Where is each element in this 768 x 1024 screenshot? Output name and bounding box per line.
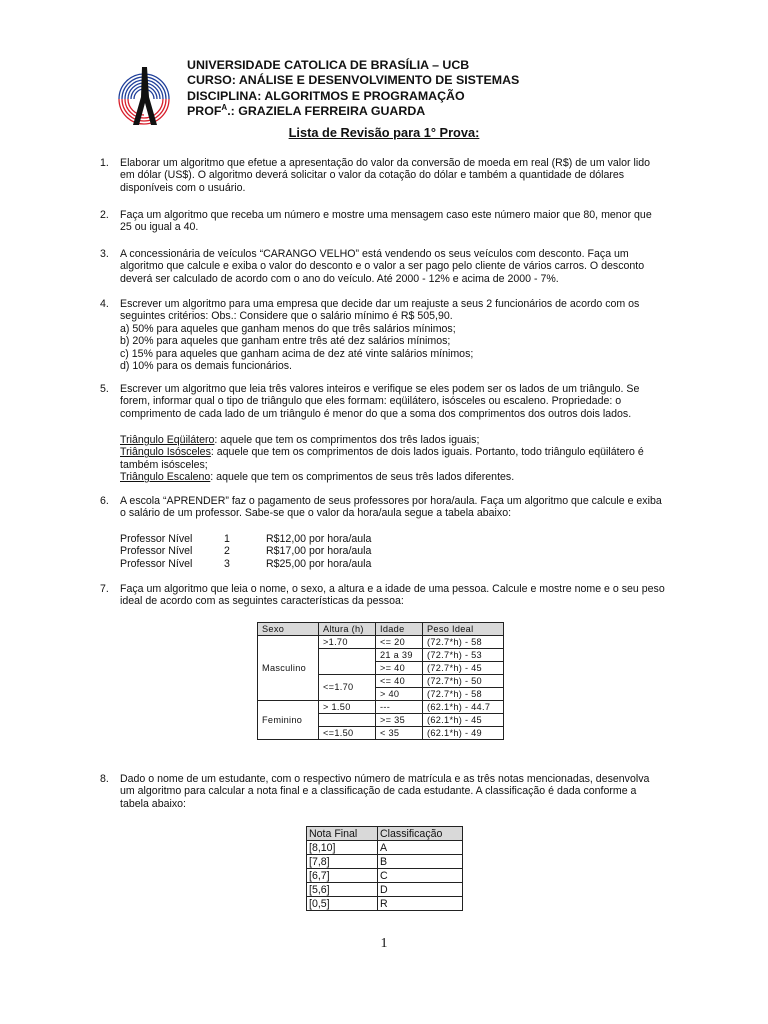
question-number: 2. <box>100 209 109 221</box>
question-line: Faça um algoritmo que leia o nome, o sexo, a altura e a idade de uma pessoa. Calcule e mostre nome e o seu peso <box>120 583 665 595</box>
page-number: 1 <box>380 936 388 951</box>
table-header-row <box>307 827 463 841</box>
sex-cell: Feminino <box>258 701 319 740</box>
height-cell-empty <box>319 714 376 727</box>
header-cell: Nota Final <box>307 827 378 841</box>
question-4 <box>100 298 672 372</box>
triangle-definitions <box>120 434 644 484</box>
definition-isosceles: Triângulo Isósceles: aquele que tem os comprimentos de dois lados iguais. Portanto, todo triângulo eqüilátero é <box>120 446 644 459</box>
table-row <box>307 883 463 897</box>
question-line: disponíveis com o usuário. <box>120 181 246 194</box>
grade-cell: [0,5] <box>307 897 378 911</box>
term-scalene: Triângulo Escaleno <box>120 471 211 484</box>
age-cell: > 40 <box>376 688 423 701</box>
height-cell: <=1.50 <box>319 727 376 740</box>
criteria-item: b) 20% para aqueles que ganham entre três até dez salários mínimos; <box>120 335 451 348</box>
grade-classification-table <box>306 826 463 911</box>
question-number: 1. <box>100 157 109 169</box>
question-line: Escrever um algoritmo que leia três valores inteiros e verifique se eles podem ser os lados de um triângulo. Se <box>120 383 640 395</box>
question-line: A concessionária de veículos “CARANGO VELHO” está vendendo os seus veículos com desconto. Faça um <box>120 248 629 260</box>
header-cell: Idade <box>376 623 423 636</box>
question-line: Dado o nome de um estudante, com o respectivo número de matrícula e as três notas mencionadas, desenvolva <box>120 773 650 785</box>
grade-cell: [8,10] <box>307 841 378 855</box>
class-cell: C <box>378 869 463 883</box>
question-number: 8. <box>100 773 109 785</box>
age-cell: < 35 <box>376 727 423 740</box>
weight-cell: (62.1*h) - 44.7 <box>423 701 504 714</box>
header-cell: Altura (h) <box>319 623 376 636</box>
height-cell: >1.70 <box>319 636 376 649</box>
table-row <box>258 701 504 714</box>
document-header <box>187 58 519 120</box>
question-line: A escola “APRENDER” faz o pagamento de seus professores por hora/aula. Faça um algoritmo que calcule e exiba <box>120 495 662 507</box>
question-5 <box>100 383 672 420</box>
question-line: em dólar (US$). O algoritmo deverá solicitar o valor da cotação do dólar e também a quantidade de dólares <box>120 169 625 182</box>
question-line: algoritmo que calcule e exiba o valor do desconto e o valor a ser pago pelo cliente de vários carros. O desconto <box>120 260 645 273</box>
question-6 <box>100 495 672 520</box>
question-line: seguintes critérios: Obs.: Considere que o salário mínimo é R$ 505,90. <box>120 310 453 323</box>
grade-cell: [5,6] <box>307 883 378 897</box>
weight-cell: (62.1*h) - 45 <box>423 714 504 727</box>
age-cell: --- <box>376 701 423 714</box>
table-header-row <box>258 623 504 636</box>
weight-cell: (72.7*h) - 58 <box>423 688 504 701</box>
definition-equilateral: Triângulo Eqüilátero: aquele que tem os comprimentos dos três lados iguais; <box>120 434 480 446</box>
professor-line <box>187 104 519 119</box>
table-row <box>307 869 463 883</box>
definition-isosceles-cont: também isósceles; <box>120 458 208 471</box>
question-8 <box>100 773 672 810</box>
age-cell: >= 40 <box>376 662 423 675</box>
question-line: um algoritmo para calcular a nota final e a classificação de cada estudante. A classificação é dada conforme a <box>120 785 637 798</box>
weight-cell: (72.7*h) - 58 <box>423 636 504 649</box>
height-cell: > 1.50 <box>319 701 376 714</box>
question-line: o salário de um professor. Sabe-se que o valor da hora/aula segue a tabela abaixo: <box>120 507 512 520</box>
class-cell: D <box>378 883 463 897</box>
question-number: 6. <box>100 495 109 507</box>
page-title: Lista de Revisão para 1° Prova: <box>288 125 480 140</box>
criteria-item: a) 50% para aqueles que ganham menos do que três salários mínimos; <box>120 322 456 335</box>
header-cell: Sexo <box>258 623 319 636</box>
class-cell: B <box>378 855 463 869</box>
question-number: 7. <box>100 583 109 595</box>
definition-scalene: Triângulo Escaleno: aquele que tem os comprimentos de seus três lados diferentes. <box>120 471 515 484</box>
header-cell: Classificação <box>378 827 463 841</box>
age-cell: <= 20 <box>376 636 423 649</box>
university-line: UNIVERSIDADE CATOLICA DE BRASÍLIA – UCB <box>187 58 470 72</box>
professor-prefix: PROF <box>187 104 222 119</box>
question-number: 4. <box>100 298 109 310</box>
criteria-item: d) 10% para os demais funcionários. <box>120 360 292 373</box>
question-line: deverá ser calculado de acordo com o ano do veículo. Até 2000 - 12% e acima de 2000 - 7%. <box>120 272 559 285</box>
ideal-weight-table <box>257 622 504 740</box>
grade-cell: [6,7] <box>307 869 378 883</box>
weight-cell: (62.1*h) - 49 <box>423 727 504 740</box>
grade-cell: [7,8] <box>307 855 378 869</box>
criteria-item: c) 15% para aqueles que ganham acima de dez até vinte salários mínimos; <box>120 347 474 360</box>
course-line: CURSO: ANÁLISE E DESENVOLVIMENTO DE SISTEMAS <box>187 73 520 88</box>
question-line: comprimento de cada lado de um triângulo é menor do que a soma dos comprimentos dos outros dois lados. <box>120 407 632 420</box>
discipline-line: DISCIPLINA: ALGORITMOS E PROGRAMAÇÃO <box>187 88 465 103</box>
professor-superscript: A <box>221 103 228 113</box>
ucb-logo <box>113 63 175 131</box>
weight-cell: (72.7*h) - 45 <box>423 662 504 675</box>
question-3 <box>100 248 672 285</box>
question-line: Escrever um algoritmo para uma empresa que decide dar um reajuste a seus 2 funcionários de acordo com os <box>120 298 640 310</box>
question-line: 25 ou igual a 40. <box>120 221 199 234</box>
question-line: Faça um algoritmo que receba um número e mostre uma mensagem caso este número maior que 80, menor que <box>120 209 652 221</box>
age-cell: 21 a 39 <box>376 649 423 662</box>
question-7 <box>100 583 672 608</box>
class-cell: A <box>378 841 463 855</box>
term-isosceles: Triângulo Isósceles <box>120 446 211 459</box>
table-row <box>258 636 504 649</box>
height-cell-empty <box>319 649 376 675</box>
sex-cell: Masculino <box>258 636 319 701</box>
professor-name: .: GRAZIELA FERREIRA GUARDA <box>227 104 426 119</box>
age-cell: >= 35 <box>376 714 423 727</box>
question-2 <box>100 209 672 234</box>
question-1 <box>100 157 672 194</box>
question-line: forem, informar qual o tipo de triângulo que eles formam: eqüilátero, isósceles ou escaleno. Propriedade: o <box>120 395 622 408</box>
question-line: ideal de acordo com as seguintes características da pessoa: <box>120 595 404 608</box>
header-cell: Peso Ideal <box>423 623 504 636</box>
question-number: 5. <box>100 383 109 395</box>
table-row <box>307 841 463 855</box>
weight-cell: (72.7*h) - 53 <box>423 649 504 662</box>
question-line: tabela abaixo: <box>120 797 186 810</box>
height-cell: <=1.70 <box>319 675 376 701</box>
age-cell: <= 40 <box>376 675 423 688</box>
term-equilateral: Triângulo Eqüilátero <box>120 434 215 446</box>
question-number: 3. <box>100 248 109 260</box>
table-row <box>307 897 463 911</box>
weight-cell: (72.7*h) - 50 <box>423 675 504 688</box>
table-row <box>307 855 463 869</box>
question-line: Elaborar um algoritmo que efetue a apresentação do valor da conversão de moeda em real (R$) de um valor lido <box>120 157 650 169</box>
class-cell: R <box>378 897 463 911</box>
